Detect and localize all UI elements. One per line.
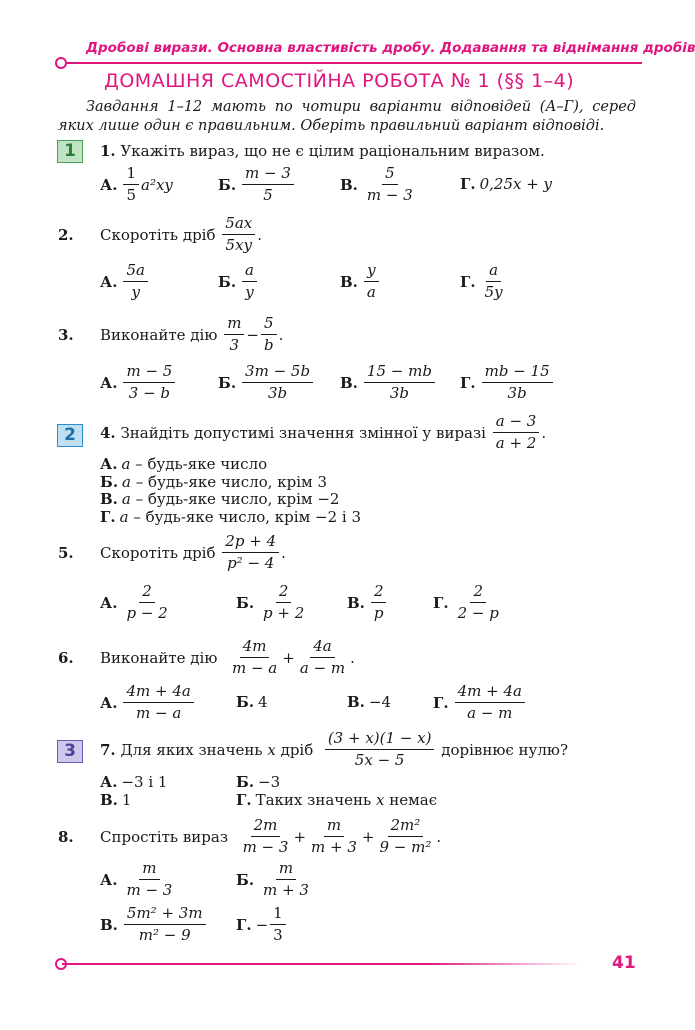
question-2: 2. Скоротіть дріб $\frac{5ax}{5xy}$ . xyxy=(58,214,263,254)
question-4: 4. Знайдіть допустимі значення змінної у виразі $\frac{a - 3}{a + 2}$ . xyxy=(100,412,547,452)
option-label: В. xyxy=(347,593,365,612)
option-label: А. xyxy=(100,693,118,712)
fraction: $\frac{m}{m + 3}$ xyxy=(311,816,357,856)
fraction: $\frac{5a}{y}$ xyxy=(123,262,148,301)
q4-options xyxy=(100,456,361,526)
fraction: $\frac{2m}{m - 3}$ xyxy=(242,816,289,856)
q6-option-c xyxy=(347,693,391,711)
option-label: Г. xyxy=(460,373,476,392)
fraction: $\frac{5}{m - 3}$ xyxy=(366,164,413,204)
q8-option-d: Г. − $\frac{1}{3}$ xyxy=(236,905,288,944)
fraction: $\frac{2}{p}$ xyxy=(371,583,387,622)
q7-option-a: А. −3 і 1 xyxy=(100,773,168,791)
fraction: $\frac{4a}{a - m}$ xyxy=(299,637,346,677)
q2-option-d xyxy=(460,262,508,301)
q8-number: 8. xyxy=(58,827,74,846)
option-label: Б. xyxy=(218,175,237,194)
q6-text: Виконайте дію xyxy=(100,648,218,667)
option-label: Б. xyxy=(218,373,237,392)
option-label: А. xyxy=(100,870,118,889)
option-label: Б. xyxy=(236,593,255,612)
q2-option-a xyxy=(100,262,150,301)
option-label: В. xyxy=(100,915,118,934)
q3-option-a xyxy=(100,363,177,402)
q7-number: 7. xyxy=(100,740,116,759)
option-label: В. xyxy=(340,175,358,194)
fraction: $\frac{\text{5m² + 3m}}{\text{m² − 9}}$ xyxy=(124,905,206,944)
option-label: Г. xyxy=(433,593,449,612)
page-number: 41 xyxy=(612,953,636,973)
q3-option-b xyxy=(218,363,315,402)
fraction: $\frac{2}{2 - p}$ xyxy=(457,582,499,622)
intro-text: Завдання 1–12 мають по чотири варіанти відповідей (А–Г), серед яких лише один є правильним. Оберіть правильний варіант відповіді. xyxy=(58,99,636,134)
footer-rule xyxy=(62,963,582,965)
q5-option-b xyxy=(236,583,309,622)
option-label: Б. xyxy=(218,272,237,291)
q7-options xyxy=(100,773,437,809)
q2-option-c xyxy=(340,262,381,301)
q5-option-d xyxy=(433,583,504,622)
question-6: 6. Виконайте дію $\frac{4m}{m - a}$ + $\frac{4a}{a - m}$ . xyxy=(58,637,355,677)
fraction: $\frac{1}{3}$ xyxy=(270,905,286,944)
header-rule-dot xyxy=(55,57,67,69)
header-rule xyxy=(62,62,642,64)
fraction: $\frac{m}{m - 3}$ xyxy=(126,859,173,899)
option-label: Г. xyxy=(460,272,476,291)
fraction: $\frac{m}{3}$ xyxy=(224,315,244,354)
fraction: $\frac{y}{a}$ xyxy=(364,262,379,301)
fraction: $\frac{m - 5}{3 - b}$ xyxy=(123,363,175,402)
fraction: $\frac{2p + 4}{\text{p² − 4}}$ xyxy=(222,533,279,572)
fraction: $\frac{2}{p + 2}$ xyxy=(263,582,305,622)
q1-number: 1. xyxy=(100,142,116,160)
q7-option-b: Б. −3 xyxy=(236,773,281,791)
fraction: $\frac{5ax}{5xy}$ xyxy=(222,215,255,254)
fraction: $\frac{m}{m + 3}$ xyxy=(263,859,309,899)
q4-text: Знайдіть допустимі значення змінної у виразі xyxy=(120,423,486,442)
answer-value: 4 xyxy=(258,693,268,711)
question-1 xyxy=(100,142,545,160)
q8-option-b xyxy=(236,860,314,899)
option-label: А. xyxy=(100,373,118,392)
q2-number: 2. xyxy=(58,225,74,244)
fraction: $\frac{1}{5}$ xyxy=(123,165,139,204)
q7-option-d: Г. Таких значень x немає xyxy=(236,791,438,809)
q6-option-b xyxy=(236,693,268,711)
q5-option-a xyxy=(100,583,173,622)
option-label: В. xyxy=(347,693,365,711)
fraction: $\frac{2}{p - 2}$ xyxy=(126,582,168,622)
q1-option-d xyxy=(460,175,552,193)
q6-option-d xyxy=(433,683,527,722)
fraction: $\frac{mb - 15}{3b}$ xyxy=(482,363,553,402)
option-label: А. xyxy=(100,175,118,194)
option-label: А. xyxy=(100,593,118,612)
option-label: В. xyxy=(340,373,358,392)
option-label: Г. xyxy=(236,915,252,934)
q5-text: Скоротіть дріб xyxy=(100,543,216,562)
q6-number: 6. xyxy=(58,648,74,667)
page-title: ДОМАШНЯ САМОСТІЙНА РОБОТА № 1 (§§ 1–4) xyxy=(104,70,575,92)
option-label: Г. xyxy=(460,175,476,193)
option-label: Б. xyxy=(236,870,255,889)
expression: 0,25x + y xyxy=(479,175,553,193)
q8-option-c xyxy=(100,905,208,944)
question-3: 3. Виконайте дію $\frac{m}{3}$ − $\frac{5}{b}$ . xyxy=(58,314,284,354)
fraction: $\frac{a}{5y}$ xyxy=(484,261,503,301)
fraction: $\frac{4m}{m - a}$ xyxy=(231,637,278,677)
q5-option-c xyxy=(347,583,389,622)
question-8: 8. Спростіть вираз $\frac{2m}{m - 3}$ + $\frac{m}{m + 3}$ + $\frac{\text{2m²}}{\text{9 − m²}}$ . xyxy=(58,816,442,856)
running-header: Дробові вирази. Основна властивість дробу. Додавання та віднімання дробів xyxy=(86,40,695,56)
level-3-badge: 3 xyxy=(57,740,83,763)
q3-number: 3. xyxy=(58,325,74,344)
fraction: $\frac{a - 3}{a + 2}$ xyxy=(493,413,540,452)
level-2-badge: 2 xyxy=(57,424,83,447)
question-5: 5. Скоротіть дріб $\frac{2p + 4}{\text{p² − 4}}$ . xyxy=(58,532,286,572)
option-label: А. xyxy=(100,272,118,291)
q3-text: Виконайте дію xyxy=(100,325,218,344)
fraction: $\frac{m - 3}{5}$ xyxy=(242,165,294,204)
q8-text: Спростіть вираз xyxy=(100,827,229,846)
q1-option-a xyxy=(100,165,173,204)
q8-option-a xyxy=(100,860,177,899)
fraction: $\frac{15 - mb}{3b}$ xyxy=(364,363,435,402)
fraction: $\frac{4m + 4a}{m - a}$ xyxy=(123,683,193,722)
q1-option-c xyxy=(340,165,418,204)
q4-option-c: В. a – будь-яке число, крім −2 xyxy=(100,490,340,508)
q2-text: Скоротіть дріб xyxy=(100,225,216,244)
answer-value: −4 xyxy=(368,693,392,711)
option-label: Г. xyxy=(433,693,449,712)
fraction: $\frac{3m - 5b}{3b}$ xyxy=(242,363,313,402)
fraction: $\frac{a}{y}$ xyxy=(242,262,257,301)
q1-text: Укажіть вираз, що не є цілим раціональним виразом. xyxy=(120,142,545,160)
fraction: $\frac{\text{2m²}}{\text{9 − m²}}$ xyxy=(379,816,432,856)
option-label: Б. xyxy=(236,693,255,711)
q2-option-b xyxy=(218,262,259,301)
expression: a²xy xyxy=(141,175,173,194)
q3-option-d xyxy=(460,363,555,402)
question-7: 7. Для яких значень x дріб $\frac{(3 + x)(1 - x)}{5x - 5}$ дорівнює нулю? xyxy=(100,729,569,769)
q6-option-a xyxy=(100,683,196,722)
q4-option-a: А. a – будь-яке число xyxy=(100,455,268,473)
q7-option-c: В. 1 xyxy=(100,791,132,809)
fraction: $\frac{4m + 4a}{a - m}$ xyxy=(455,683,525,722)
q4-option-b: Б. a – будь-яке число, крім 3 xyxy=(100,472,328,491)
fraction: $\frac{(3 + x)(1 - x)}{5x - 5}$ xyxy=(325,730,435,769)
q5-number: 5. xyxy=(58,543,74,562)
q4-number: 4. xyxy=(100,423,116,442)
q1-option-b xyxy=(218,165,296,204)
level-1-badge: 1 xyxy=(57,140,83,163)
q4-option-d: Г. a – будь-яке число, крім −2 і 3 xyxy=(100,507,362,526)
q3-option-c xyxy=(340,363,437,402)
fraction: $\frac{5}{b}$ xyxy=(261,315,277,354)
option-label: В. xyxy=(340,272,358,291)
